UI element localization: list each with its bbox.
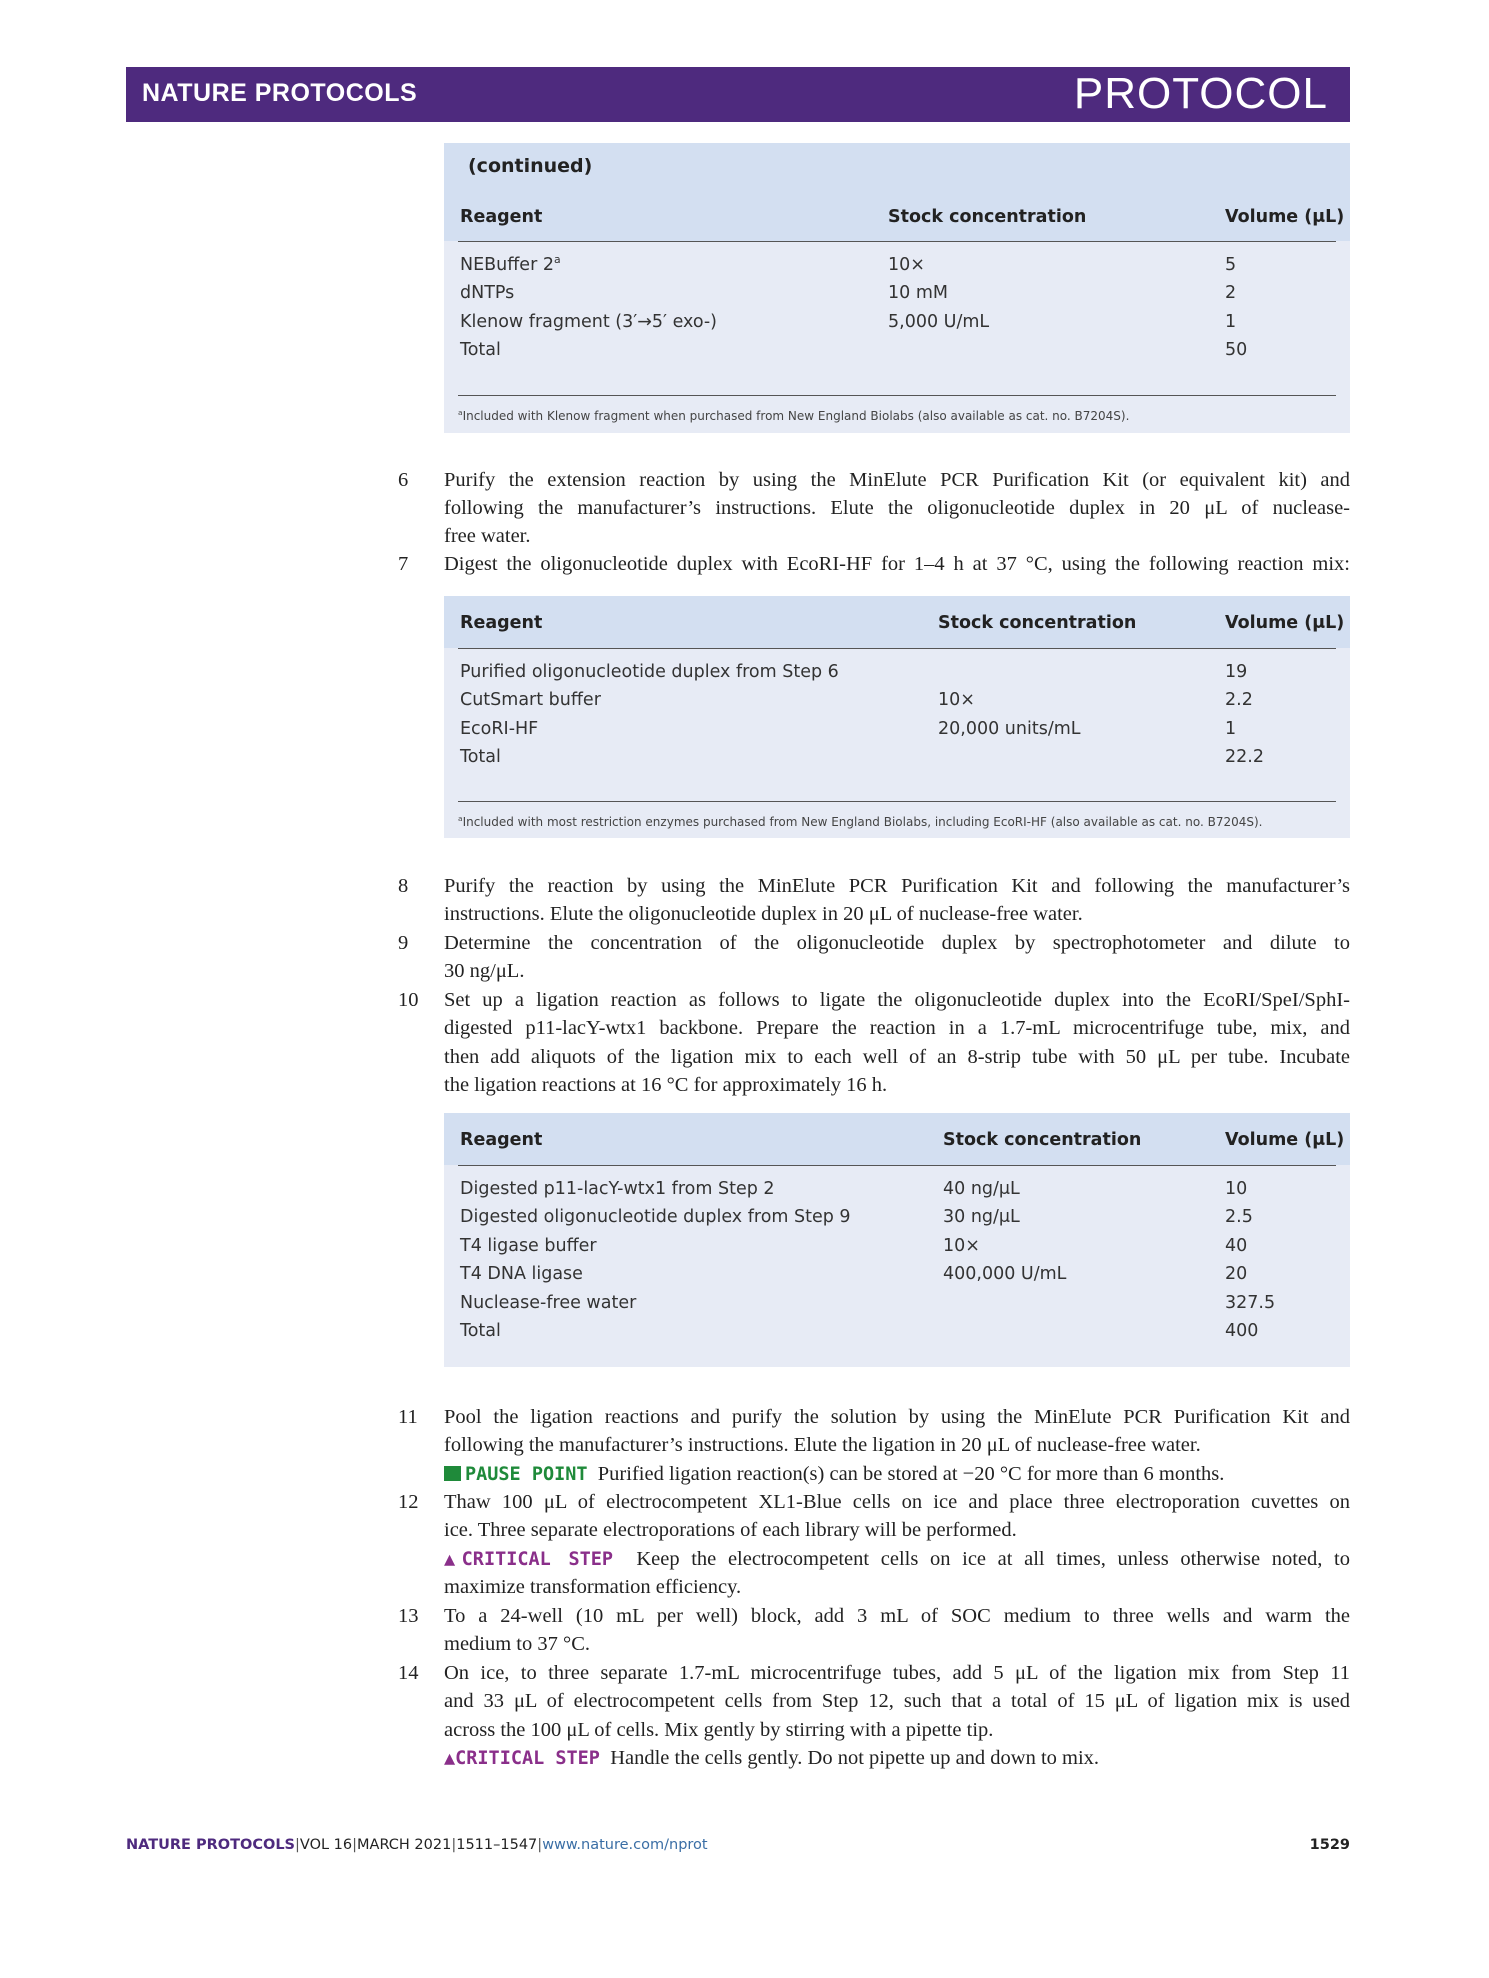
table-cell: 2.2 — [1225, 690, 1253, 710]
step-text-line: instructions. Elute the oligonucleotide duplex in 20 μL of nuclease-free water. — [444, 903, 1083, 925]
table-cell: 400,000 U/mL — [943, 1264, 1067, 1284]
col-header-volume: Volume (μL) — [1225, 207, 1345, 227]
critical-step-line — [444, 1747, 1099, 1770]
table-cell: 10 — [1225, 1179, 1248, 1199]
step-text-line: ice. Three separate electroporations of each library will be performed. — [444, 1519, 1017, 1541]
footer-pages: 1511–1547 — [456, 1837, 538, 1853]
col-header-stock: Stock concentration — [888, 207, 1087, 227]
table-cell: T4 ligase buffer — [460, 1236, 597, 1256]
table-cell: 22.2 — [1225, 747, 1264, 767]
table-cell: 19 — [1225, 662, 1248, 682]
table-header — [444, 596, 1350, 648]
critical-step-line — [444, 1548, 1350, 1571]
table-cell: 30 ng/μL — [943, 1207, 1020, 1227]
step-number: 10 — [398, 989, 419, 1011]
col-header-reagent: Reagent — [460, 207, 543, 227]
table-cell: 5 — [1225, 255, 1237, 275]
critical-step-tag: ▲CRITICAL STEP — [444, 1748, 600, 1769]
step-number: 12 — [398, 1491, 419, 1513]
table-cell: 40 ng/μL — [943, 1179, 1020, 1199]
footer-volume: VOL 16 — [299, 1837, 353, 1853]
critical-step-text: Keep the electrocompetent cells on ice at all times, unless otherwise noted, to — [636, 1548, 1351, 1570]
footer-date: MARCH 2021 — [357, 1837, 452, 1853]
table-cell: Purified oligonucleotide duplex from Step 6 — [460, 662, 839, 682]
col-header-volume: Volume (μL) — [1225, 1130, 1345, 1150]
step-number: 9 — [398, 932, 409, 954]
table-cell: CutSmart buffer — [460, 690, 601, 710]
pause-point-icon — [444, 1466, 461, 1481]
step-text-line: Pool the ligation reactions and purify the solution by using the MinElute PCR Purification Kit and — [444, 1406, 1350, 1428]
critical-step-tag: ▲CRITICAL STEP — [444, 1549, 613, 1570]
table-cell: Digested p11-lacY-wtx1 from Step 2 — [460, 1179, 775, 1199]
table-cell: 40 — [1225, 1236, 1248, 1256]
article-type: PROTOCOL — [1073, 69, 1328, 118]
step-text-line: medium to 37 °C. — [444, 1633, 591, 1655]
step-text-line: following the manufacturer’s instructions. Elute the ligation in 20 μL of nuclease-free water. — [444, 1434, 1201, 1456]
table-footnote: $^a$Included with Klenow fragment when purchased from New England Biolabs (also available as cat. no. B7204S). — [458, 408, 1130, 423]
table-cell: 2.5 — [1225, 1207, 1253, 1227]
table-continued-label: (continued) — [468, 155, 593, 177]
step-text-line: across the 100 μL of cells. Mix gently by stirring with a pipette tip. — [444, 1719, 994, 1741]
table-cell: EcoRI-HF — [460, 719, 539, 739]
table-cell: T4 DNA ligase — [460, 1264, 583, 1284]
step-text-line: Thaw 100 μL of electrocompetent XL1-Blue cells on ice and place three electroporation cuvettes on — [444, 1491, 1350, 1513]
table-cell: 20,000 units/mL — [938, 719, 1081, 739]
table-cell: 10 mM — [888, 283, 948, 303]
step-text-line: To a 24-well (10 mL per well) block, add 3 mL of SOC medium to three wells and warm the — [444, 1605, 1350, 1627]
step-text-line: following the manufacturer’s instructions. Elute the oligonucleotide duplex in 20 μL of nuclease- — [444, 497, 1350, 519]
table-cell: 20 — [1225, 1264, 1248, 1284]
table-cell: 1 — [1225, 719, 1237, 739]
page-footer: NATURE PROTOCOLS|VOL 16|MARCH 2021|1511–1547|www.nature.com/nprot 1529 — [126, 1837, 1350, 1853]
table-cell: Total — [460, 747, 501, 767]
step-text-line: Purify the extension reaction by using the MinElute PCR Purification Kit (or equivalent kit) and — [444, 469, 1350, 491]
pause-point-line — [444, 1463, 1224, 1486]
step-text-line: Digest the oligonucleotide duplex with EcoRI-HF for 1–4 h at 37 °C, using the following reaction mix: — [444, 553, 1350, 575]
table-cell: 1 — [1225, 312, 1237, 332]
table-cell: 10× — [943, 1236, 980, 1256]
table-cell: Klenow fragment (3′→5′ exo-) — [460, 312, 718, 332]
journal-name: NATURE PROTOCOLS — [142, 79, 418, 107]
step-number: 14 — [398, 1662, 419, 1684]
step-text-line: Set up a ligation reaction as follows to ligate the oligonucleotide duplex into the EcoRI/SpeI/SphI- — [444, 989, 1350, 1011]
footer-url-link[interactable]: www.nature.com/nprot — [542, 1837, 708, 1853]
step-text-line: the ligation reactions at 16 °C for approximately 16 h. — [444, 1074, 888, 1096]
footer-rule — [458, 801, 1336, 802]
col-header-stock: Stock concentration — [938, 613, 1137, 633]
step-text-line: digested p11-lacY-wtx1 backbone. Prepare the reaction in a 1.7-mL microcentrifuge tube, mix, and — [444, 1017, 1350, 1039]
table-cell: 5,000 U/mL — [888, 312, 990, 332]
table-cell: Total — [460, 340, 501, 360]
step-number: 7 — [398, 553, 409, 575]
reagent-table-2 — [444, 596, 1350, 838]
step-text-line: Determine the concentration of the oligonucleotide duplex by spectrophotometer and dilute to — [444, 932, 1350, 954]
reagent-table-1 — [444, 143, 1350, 433]
table-cell: 10× — [938, 690, 975, 710]
step-number: 6 — [398, 469, 409, 491]
header-rule — [458, 241, 1336, 242]
col-header-reagent: Reagent — [460, 613, 543, 633]
table-cell: 10× — [888, 255, 925, 275]
table-footnote: $^a$Included with most restriction enzymes purchased from New England Biolabs, including EcoRI-HF (also available as cat. no. B7204S). — [458, 814, 1263, 829]
step-number: 13 — [398, 1605, 419, 1627]
page-number: 1529 — [1309, 1837, 1350, 1853]
table-header — [444, 1113, 1350, 1165]
step-text-line: then add aliquots of the ligation mix to each well of an 8-strip tube with 50 μL per tube. Incubate — [444, 1046, 1350, 1068]
step-text-line: free water. — [444, 525, 531, 547]
step-text-line: and 33 μL of electrocompetent cells from Step 12, such that a total of 15 μL of ligation mix is used — [444, 1690, 1350, 1712]
table-cell: dNTPs — [460, 283, 515, 303]
table-cell: Total — [460, 1321, 501, 1341]
col-header-reagent: Reagent — [460, 1130, 543, 1150]
critical-step-text: Handle the cells gently. Do not pipette up and down to mix. — [610, 1747, 1100, 1769]
pause-point-text: Purified ligation reaction(s) can be stored at −20 °C for more than 6 months. — [597, 1463, 1225, 1485]
col-header-stock: Stock concentration — [943, 1130, 1142, 1150]
table-cell: 2 — [1225, 283, 1237, 303]
table-cell: 400 — [1225, 1321, 1259, 1341]
reagent-table-3 — [444, 1113, 1350, 1367]
table-cell: NEBuffer 2$^a$ — [460, 253, 561, 275]
step-number: 11 — [398, 1406, 418, 1428]
table-cell: 50 — [1225, 340, 1248, 360]
table-cell: Nuclease-free water — [460, 1293, 637, 1313]
header-rule — [458, 648, 1336, 649]
step-text-line: Purify the reaction by using the MinElute PCR Purification Kit and following the manufacturer’s — [444, 875, 1350, 897]
journal-header-bar — [126, 67, 1350, 122]
footer-rule — [458, 395, 1336, 396]
table-cell: Digested oligonucleotide duplex from Step 9 — [460, 1207, 851, 1227]
step-text-line: On ice, to three separate 1.7-mL microcentrifuge tubes, add 5 μL of the ligation mix from Step 11 — [444, 1662, 1350, 1684]
footer-journal: NATURE PROTOCOLS — [126, 1837, 296, 1853]
step-number: 8 — [398, 875, 409, 897]
table-cell: 327.5 — [1225, 1293, 1276, 1313]
pause-point-tag: PAUSE POINT — [465, 1464, 588, 1485]
step-text-line: 30 ng/μL. — [444, 960, 525, 982]
table-header — [444, 143, 1350, 241]
col-header-volume: Volume (μL) — [1225, 613, 1345, 633]
critical-step-text-cont: maximize transformation efficiency. — [444, 1576, 742, 1598]
header-rule — [458, 1165, 1336, 1166]
